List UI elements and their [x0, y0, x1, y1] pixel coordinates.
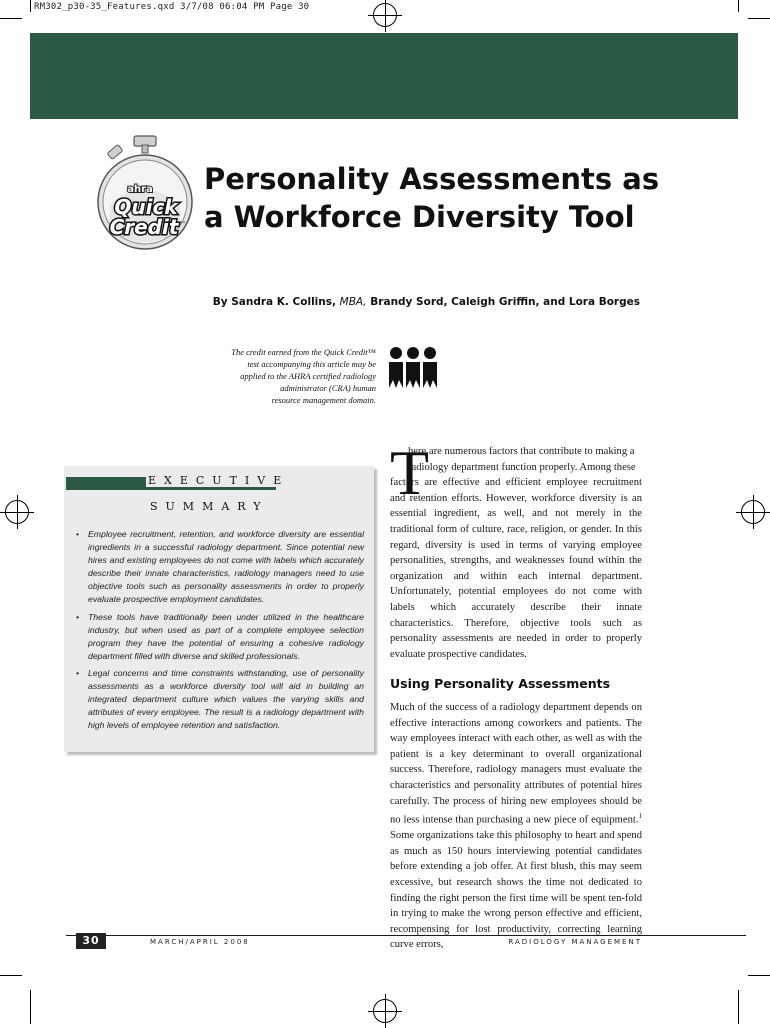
- journal-name: RADIOLOGY MANAGEMENT: [508, 938, 642, 946]
- credit-note-line: applied to the AHRA certified radiology: [240, 371, 376, 381]
- credit-note-line: The credit earned from the Quick Credit™: [231, 347, 376, 357]
- svg-text:ahra: ahra: [127, 184, 153, 195]
- crop-mark: [0, 975, 22, 976]
- credit-note: [200, 346, 376, 406]
- credit-note-line: test accompanying this article may be: [247, 359, 376, 369]
- summary-bullet: • Legal concerns and time constraints withstanding, use of personality assessments as a workforce diversity tool will aid in building an integrated department culture which values the varying skills and attributes of every employee. The result is a radiology department with high levels of employee retention and satisfaction.: [76, 667, 364, 732]
- drop-cap: T: [390, 437, 430, 508]
- byline: [150, 296, 640, 308]
- header-banner: [30, 33, 738, 119]
- byline-authors: Brandy Sord, Caleigh Griffin, and Lora Borges: [366, 296, 640, 308]
- intro-line-1: here are numerous factors that contribute to making a: [408, 446, 635, 457]
- footnote-ref: 1: [638, 812, 642, 821]
- credit-note-line: administrator (CRA) human: [280, 383, 376, 393]
- credit-note-line: resource management domain.: [271, 395, 376, 405]
- byline-prefix: By Sandra K. Collins,: [212, 296, 340, 308]
- crop-mark: [748, 18, 770, 19]
- page-number: 30: [76, 933, 106, 949]
- crop-mark: [0, 18, 22, 19]
- title-line-1: Personality Assessments as: [204, 162, 660, 196]
- quick-credit-logo: [96, 134, 196, 256]
- body-paragraph: [390, 700, 642, 953]
- body-text-b: Some organizations take this philosophy to heart and spend as much as 150 hours interviewing potential candidates before extending a job offer. At first blush, this may seem excessive, but research shows the time not dedicated to finding the right person the first time will be spent ten-fold in trying to make the wrong person effective and efficient, recompensing for lost productivity, correcting learning curve errors,: [390, 830, 642, 951]
- crop-mark: [30, 990, 31, 1024]
- svg-text:Credit: Credit: [109, 215, 179, 239]
- summary-bullet: • Employee recruitment, retention, and workforce diversity are essential ingredients in a successful radiology department. Since potential new hires and existing employees do not come with labels which accurately describe their innate characteristics, radiology managers need to use objective tools such as personality assessments in order to properly evaluate prospective employment candidates.: [76, 528, 364, 607]
- intro-rest: factors are effective and efficient employee recruitment and retention efforts. However, workforce diversity is an essential ingredient, as well, and not merely in the traditional form of culture, race, religion, or gender. In this regard, diversity is used in terms of varying employee personalities, strengths, and weaknesses found within the organization and within each internal department. Unfortunately, potential employees do not come with labels which accurately describe their innate characteristics. Therefore, objective tools such as personality assessments are needed in order to properly evaluate prospective candidates.: [390, 477, 642, 660]
- summary-heading-summary: SUMMARY: [150, 500, 269, 513]
- section-heading: Using Personality Assessments: [390, 676, 611, 691]
- summary-bullets: [76, 528, 364, 736]
- registration-mark: [741, 500, 765, 524]
- main-column: [390, 437, 642, 662]
- registration-mark: [373, 999, 397, 1023]
- byline-degree: MBA,: [339, 296, 367, 308]
- svg-text:Quick: Quick: [114, 195, 178, 219]
- summary-bullet: • These tools have traditionally been under utilized in the healthcare industry, but when used as part of a complete employee selection program they have the potential of ensuring a cohesive radiology department filled with diverse and skilled professionals.: [76, 611, 364, 663]
- stopwatch-icon: [96, 134, 196, 256]
- registration-mark: [5, 500, 29, 524]
- people-icon: [388, 346, 438, 390]
- crop-mark: [738, 990, 739, 1024]
- body-text-a: Much of the success of a radiology department depends on effective interactions among coworkers and patients. The way employees interact with each other, as well as with the patient is a key determinant to overall organizational success. Therefore, radiology managers must evaluate the characteristics and personality attributes of potential hires carefully. The process of hiring new employees should be no less intense than purchasing a new piece of equipment.: [390, 702, 642, 826]
- crop-mark: [738, 0, 739, 12]
- summary-heading-executive: EXECUTIVE: [148, 474, 290, 487]
- footer-rule: [66, 935, 746, 936]
- crop-mark: [30, 0, 31, 12]
- print-slug: RM302_p30-35_Features.qxd 3/7/08 06:04 PM Page 30: [34, 2, 310, 12]
- issue-date: MARCH/APRIL 2008: [150, 938, 250, 946]
- title-line-2: a Workforce Diversity Tool: [204, 200, 635, 234]
- registration-mark: [373, 3, 397, 27]
- svg-text:™: ™: [180, 221, 186, 228]
- crop-mark: [748, 975, 770, 976]
- article-title: [204, 160, 674, 236]
- intro-line-2: radiology department function properly. Among these: [408, 461, 636, 473]
